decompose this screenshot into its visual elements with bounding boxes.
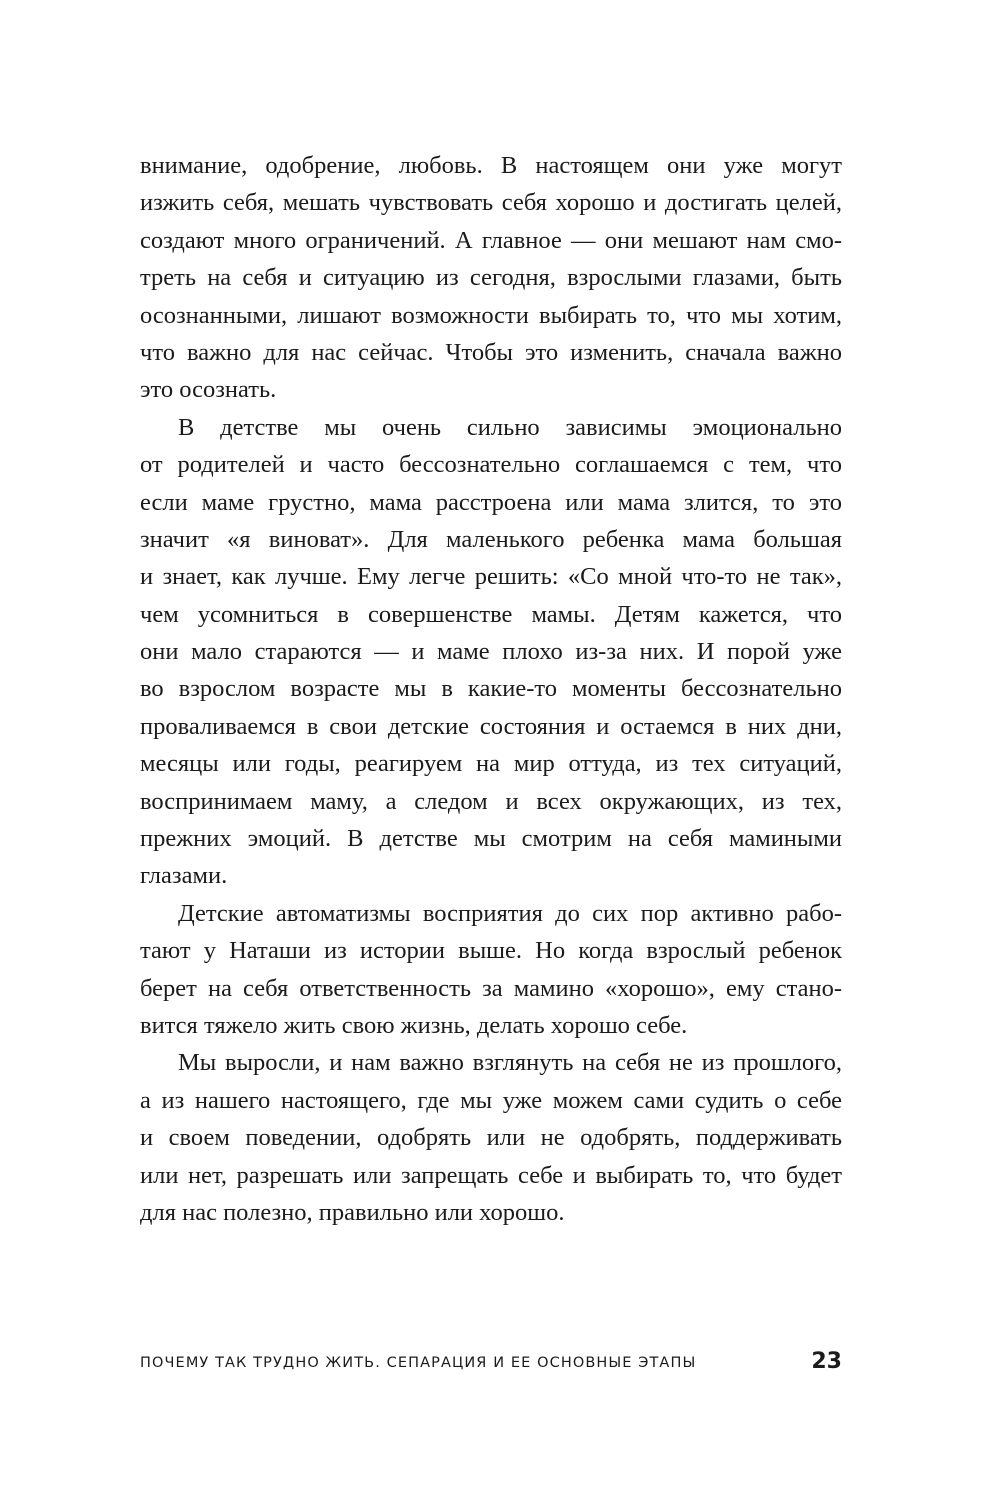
text-line: воспринимаем маму, а следом и всех окружающих, из тех, <box>140 787 842 815</box>
paragraph-3 <box>140 895 842 1045</box>
text-line: от родителей и часто бессознательно соглашаемся с тем, что <box>140 451 842 479</box>
text-line: значит «я виноват». Для маленького ребенка мама большая <box>140 525 842 553</box>
paragraph-1 <box>140 147 842 409</box>
text-line: берет на себя ответственность за мамино «хорошо», ему стано- <box>140 974 842 1002</box>
text-line: создают много ограничений. А главное — они мешают нам смо- <box>140 226 842 254</box>
text-line: или нет, разрешать или запрещать себе и выбирать то, что будет <box>140 1161 842 1189</box>
text-line: для нас полезно, правильно или хорошо. <box>140 1198 565 1226</box>
text-line: тают у Наташи из истории выше. Но когда взрослый ребенок <box>140 937 842 965</box>
text-line: глазами. <box>140 862 228 890</box>
text-line: Детские автоматизмы восприятия до сих пор активно рабо- <box>178 899 842 927</box>
text-line: В детстве мы очень сильно зависимы эмоционально <box>178 413 842 441</box>
running-head: ПОЧЕМУ ТАК ТРУДНО ЖИТЬ. СЕПАРАЦИЯ И ЕЕ ОСНОВНЫЕ ЭТАПЫ <box>140 1355 697 1371</box>
text-line: если маме грустно, мама расстроена или мама злится, то это <box>140 488 842 516</box>
text-line: прежних эмоций. В детстве мы смотрим на себя мамиными <box>140 825 842 853</box>
text-line: что важно для нас сейчас. Чтобы это изменить, сначала важно <box>140 338 842 366</box>
text-line: внимание, одобрение, любовь. В настоящем они уже могут <box>140 152 842 179</box>
text-line: они мало стараются — и маме плохо из-за них. И порой уже <box>140 638 842 666</box>
text-line: это осознать. <box>140 376 277 404</box>
paragraph-2 <box>140 409 842 895</box>
page-number: 23 <box>811 1349 842 1374</box>
text-line: а из нашего настоящего, где мы уже можем сами судить о себе <box>140 1086 842 1114</box>
body-text <box>140 147 842 1231</box>
page-footer <box>140 1349 842 1383</box>
text-line: во взрослом возрасте мы в какие-то моменты бессознательно <box>140 675 842 703</box>
text-line: проваливаемся в свои детские состояния и остаемся в них дни, <box>140 712 842 740</box>
text-line: и знает, как лучше. Ему легче решить: «Со мной что-то не так», <box>140 563 842 591</box>
text-line: чем усомниться в совершенстве мамы. Детям кажется, что <box>140 600 842 628</box>
text-line: и своем поведении, одобрять или не одобрять, поддерживать <box>140 1124 842 1152</box>
text-line: треть на себя и ситуацию из сегодня, взрослыми глазами, быть <box>140 264 842 292</box>
text-line: осознанными, лишают возможности выбирать то, что мы хотим, <box>140 301 842 329</box>
text-line: изжить себя, мешать чувствовать себя хорошо и достигать целей, <box>140 189 842 217</box>
text-line: месяцы или годы, реагируем на мир оттуда, из тех ситуаций, <box>140 750 842 778</box>
text-line: вится тяжело жить свою жизнь, делать хорошо себе. <box>140 1011 688 1039</box>
paragraph-4 <box>140 1044 842 1231</box>
text-line: Мы выросли, и нам важно взглянуть на себя не из прошлого, <box>178 1049 842 1077</box>
